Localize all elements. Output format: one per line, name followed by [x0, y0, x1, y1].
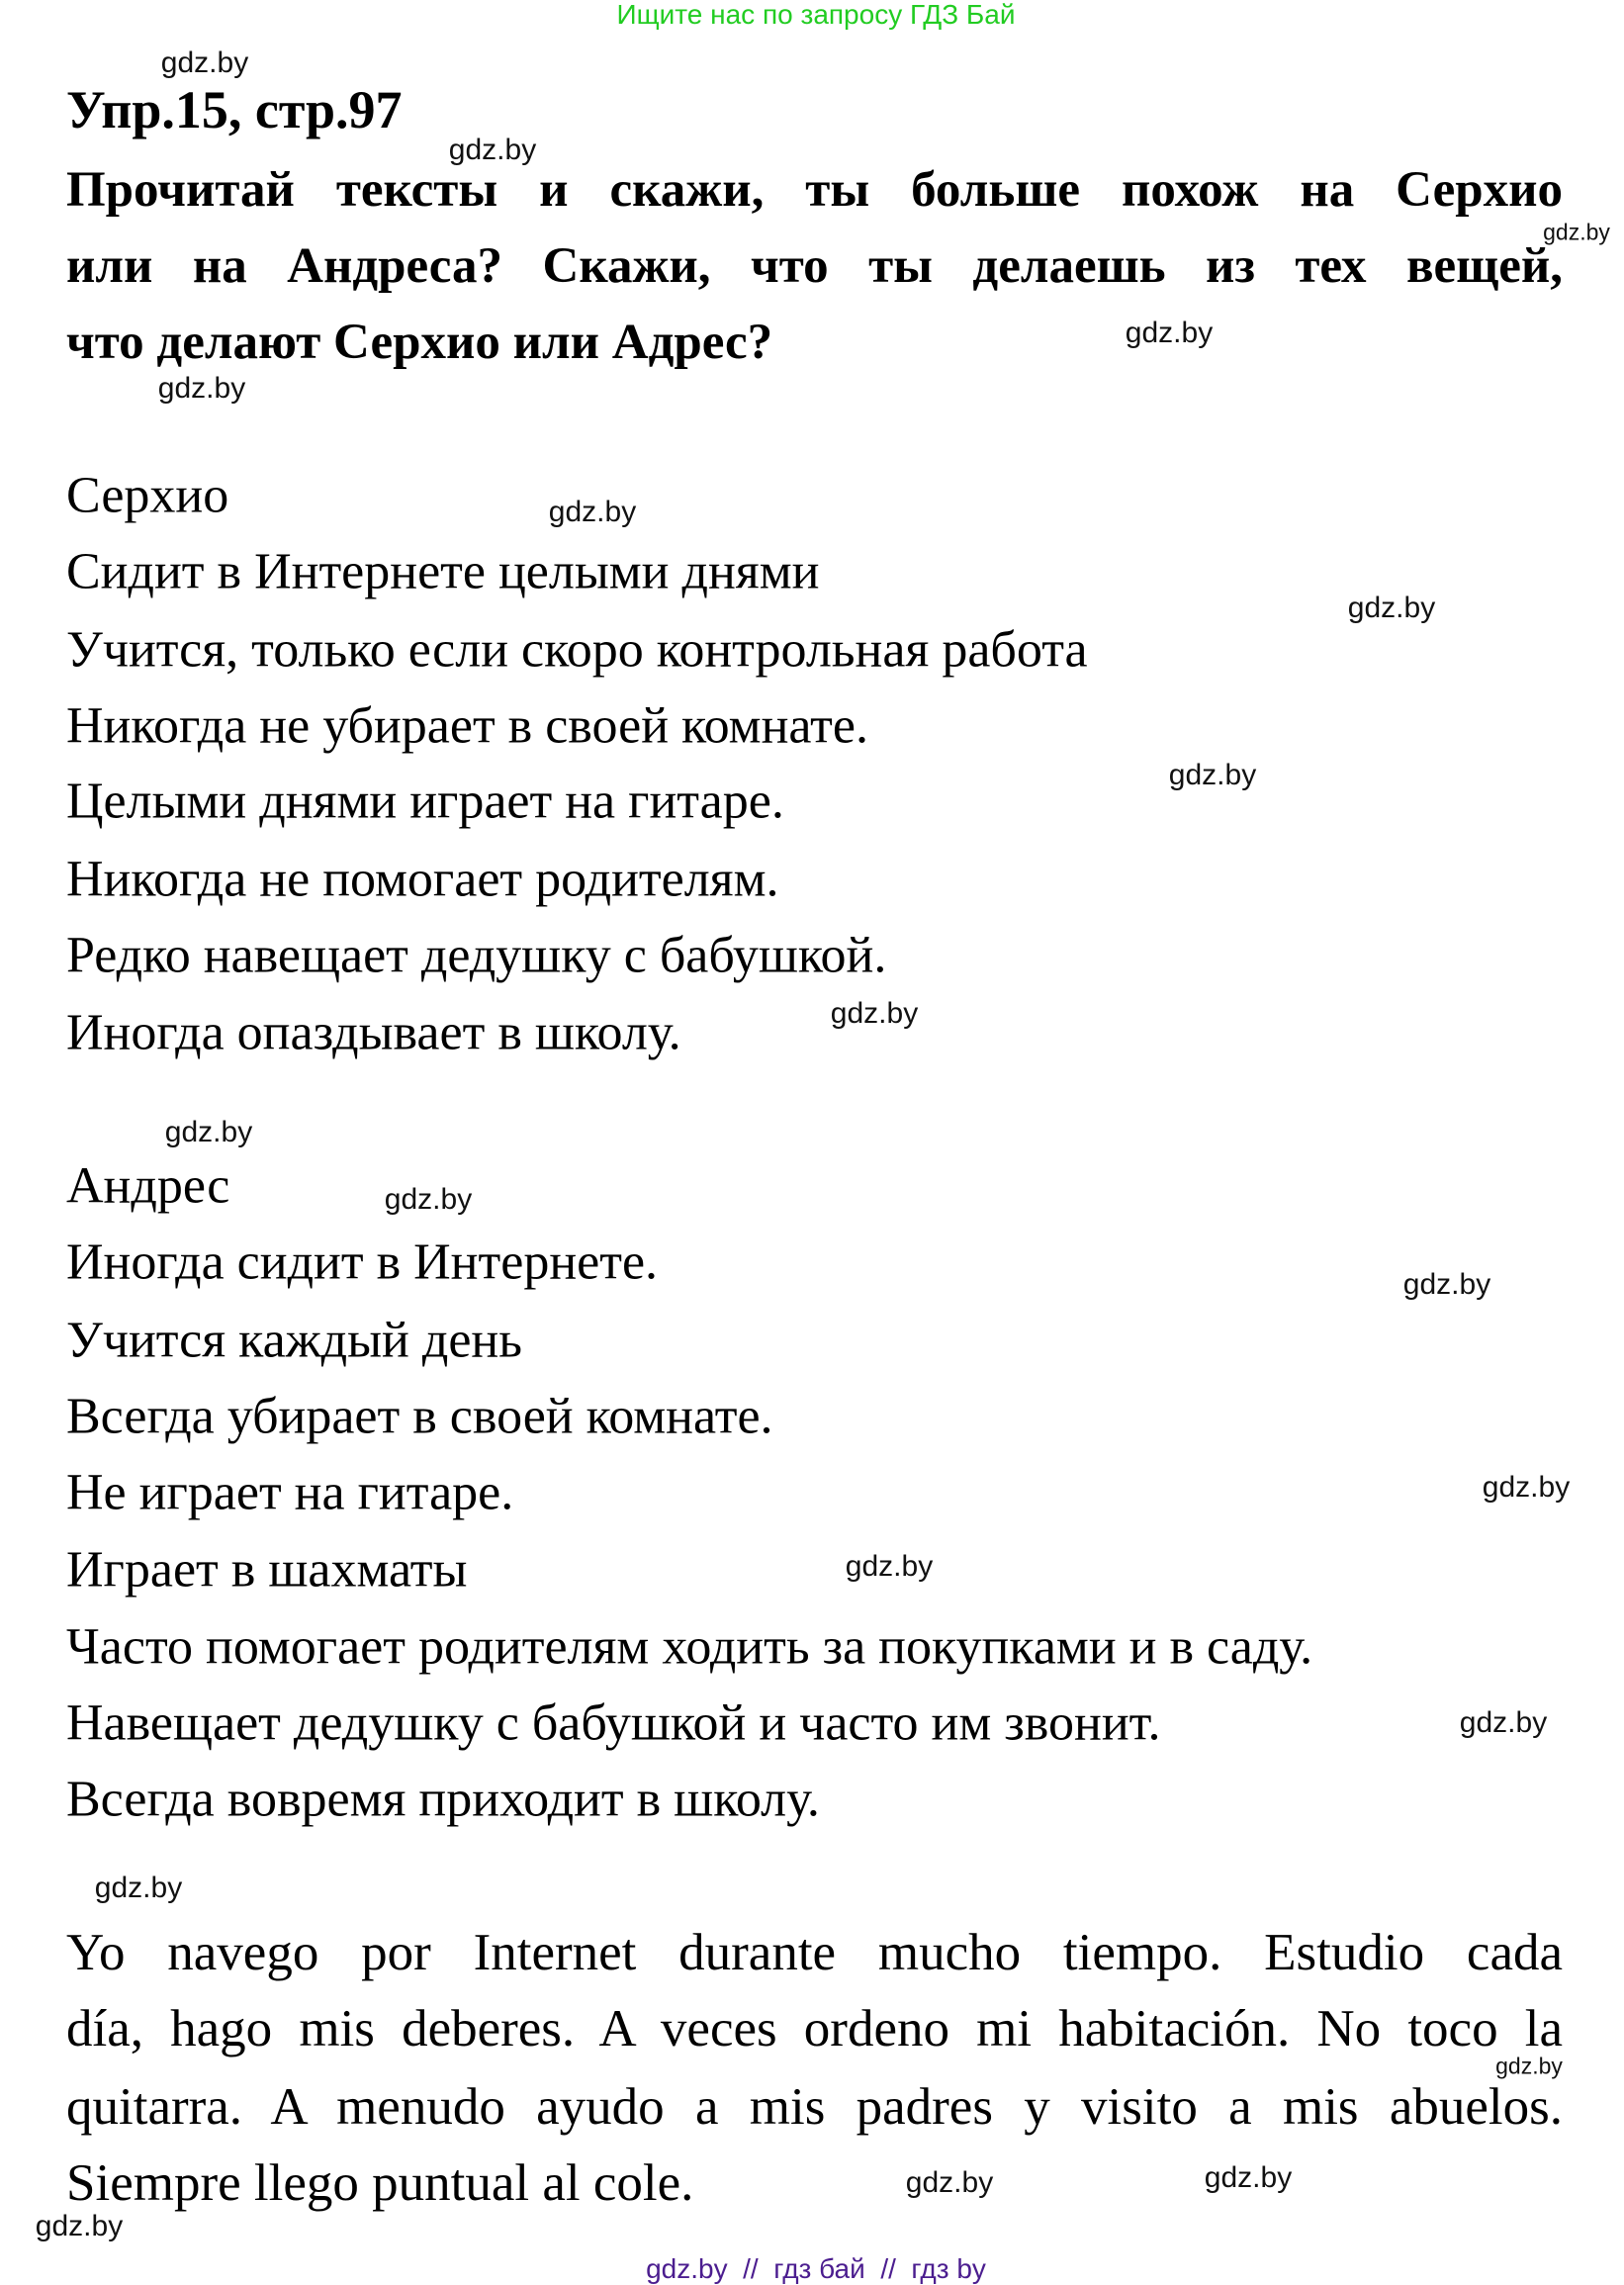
watermark: gdz.by [1168, 759, 1257, 791]
sergio-item: Учится, только если скоро контрольная работа [66, 621, 1088, 679]
watermark: gdz.by [1402, 1268, 1491, 1301]
watermark: gdz.by [830, 997, 919, 1030]
watermark: gdz.by [905, 2166, 994, 2199]
watermark: gdz.by [1459, 1706, 1548, 1739]
task-line: или на Андреса? Скажи, что ты делаешь из тех вещей, [66, 238, 1563, 294]
andres-item: Играет в шахматы [66, 1541, 468, 1599]
andres-item: Всегда вовремя приходит в школу. [66, 1771, 820, 1828]
answer-line: día, hago mis deberes. A veces ordeno mi habitación. No toco la [66, 2000, 1563, 2057]
sergio-item: Целыми днями играет на гитаре. [66, 773, 784, 830]
watermark: gdz.by [448, 134, 537, 166]
task-line: Прочитай тексты и скажи, ты больше похож на Серхио [66, 162, 1563, 218]
andres-heading: Андрес [66, 1157, 230, 1215]
andres-item: Не играет на гитаре. [66, 1464, 514, 1521]
sergio-item: Никогда не помогает родителям. [66, 851, 779, 908]
watermark: gdz.by [1482, 1471, 1571, 1504]
watermark: gdz.by [548, 496, 637, 528]
andres-item: Всегда убирает в своей комнате. [66, 1388, 773, 1445]
bottom-banner[interactable]: gdz.by // гдз бай // гдз by [646, 2253, 986, 2284]
exercise-title: Упр.15, стр.97 [66, 80, 403, 139]
answer-line: quitarra. A menudo ayudo a mis padres y visito a mis abuelos. [66, 2078, 1563, 2136]
watermark: gdz.by [384, 1183, 473, 1216]
watermark: gdz.by [1495, 2053, 1563, 2079]
task-line: что делают Серхио или Адрес? [66, 315, 773, 370]
answer-line: Siempre llego puntual al cole. [66, 2154, 694, 2212]
watermark: gdz.by [160, 46, 249, 79]
watermark: gdz.by [157, 372, 246, 405]
sergio-heading: Серхио [66, 467, 229, 524]
watermark: gdz.by [164, 1116, 253, 1148]
andres-item: Навещает дедушку с бабушкой и часто им звонит. [66, 1694, 1161, 1752]
andres-item: Часто помогает родителям ходить за покупками и в саду. [66, 1618, 1313, 1676]
watermark: gdz.by [845, 1550, 934, 1583]
sergio-item: Никогда не убирает в своей комнате. [66, 697, 868, 755]
top-banner: Ищите нас по запросу ГДЗ Бай [616, 0, 1016, 30]
sergio-item: Сидит в Интернете целыми днями [66, 543, 820, 600]
watermark: gdz.by [35, 2210, 124, 2242]
sergio-item: Иногда опаздывает в школу. [66, 1004, 681, 1061]
watermark: gdz.by [1347, 592, 1436, 624]
watermark: gdz.by [94, 1872, 183, 1904]
andres-item: Учится каждый день [66, 1312, 522, 1369]
watermark: gdz.by [1125, 317, 1214, 349]
answer-line: Yo navego por Internet durante mucho tiempo. Estudio cada [66, 1924, 1563, 1981]
watermark: gdz.by [1543, 219, 1610, 245]
andres-item: Иногда сидит в Интернете. [66, 1234, 659, 1291]
watermark: gdz.by [1204, 2161, 1293, 2194]
sergio-item: Редко навещает дедушку с бабушкой. [66, 927, 887, 984]
